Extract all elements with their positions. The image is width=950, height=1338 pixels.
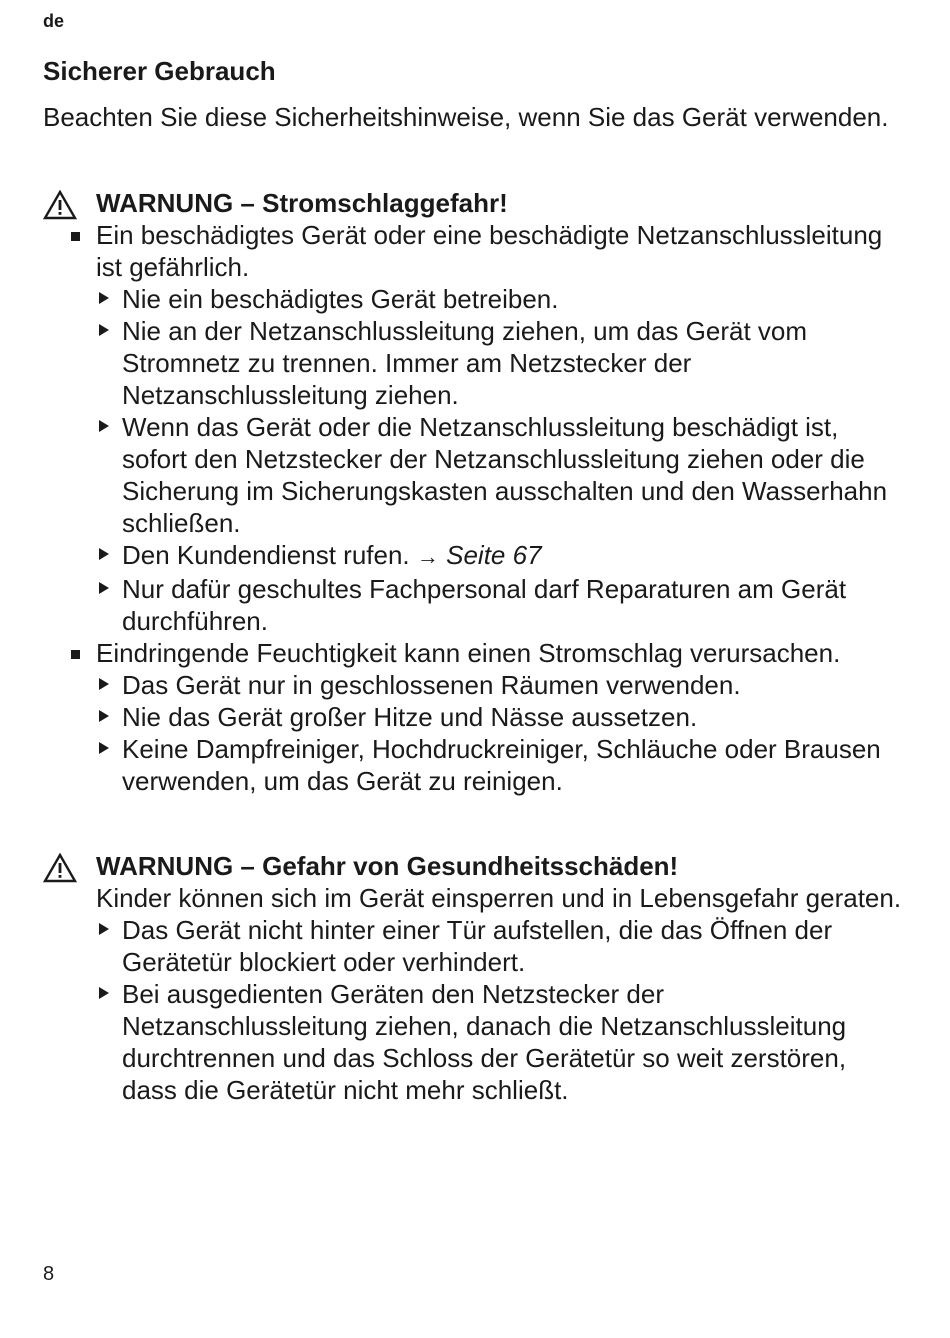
hazard-bullet: [43, 219, 903, 283]
page-number: 8: [43, 1263, 55, 1285]
step-text: Keine Dampfreiniger, Hochdruckreiniger, Schläuche oder Brausen verwenden, um das Gerät zu reinigen.: [122, 734, 881, 796]
action-step: [43, 539, 903, 573]
warning-triangle-icon: [43, 853, 77, 883]
action-step: [43, 733, 903, 797]
triangle-bullet-icon: [99, 710, 109, 722]
action-step: [43, 573, 903, 637]
step-text: Nie das Gerät großer Hitze und Nässe aussetzen.: [122, 702, 698, 732]
step-text: Nie ein beschädigtes Gerät betreiben.: [122, 284, 559, 314]
warning-electric-shock: [43, 187, 903, 797]
triangle-bullet-icon: [99, 324, 109, 336]
square-bullet-icon: [71, 232, 80, 241]
square-bullet-icon: [71, 650, 80, 659]
step-text: Nur dafür geschultes Fachpersonal darf Reparaturen am Gerät durchführen.: [122, 574, 847, 636]
warning-triangle-icon: [43, 190, 77, 220]
warning-title-text: WARNUNG – Gefahr von Gesundheitsschäden!: [96, 851, 679, 881]
hazard-text: Ein beschädigtes Gerät oder eine beschädigte Netzanschlussleitung ist gefährlich.: [96, 220, 883, 282]
action-step: [43, 283, 903, 315]
action-step: [43, 411, 903, 539]
step-text: Das Gerät nur in geschlossenen Räumen verwenden.: [122, 670, 741, 700]
triangle-bullet-icon: [99, 292, 109, 304]
section-intro: Beachten Sie diese Sicherheitshinweise, wenn Sie das Gerät verwenden.: [43, 102, 889, 132]
action-step: [43, 669, 903, 701]
step-text: Wenn das Gerät oder die Netzanschlussleitung beschädigt ist, sofort den Netzstecker der Netzanschlussleitung ziehen oder die Sicherung im Sicherungskasten ausschalten und den Wasserhahn schließen.: [122, 412, 888, 538]
page-reference-link[interactable]: Seite 67: [446, 540, 542, 570]
triangle-bullet-icon: [99, 582, 109, 594]
step-text: Das Gerät nicht hinter einer Tür aufstellen, die das Öffnen der Gerätetür blockiert oder verhindert.: [122, 915, 833, 977]
action-step: [43, 914, 903, 978]
warning-title-text: WARNUNG – Stromschlaggefahr!: [96, 188, 508, 218]
triangle-bullet-icon: [99, 548, 109, 560]
triangle-bullet-icon: [99, 678, 109, 690]
triangle-bullet-icon: [99, 923, 109, 935]
triangle-bullet-icon: [99, 742, 109, 754]
action-step: [43, 315, 903, 411]
hazard-bullet: [43, 637, 903, 669]
arrow-right-icon: →: [416, 544, 439, 569]
step-text: Den Kundendienst rufen.: [122, 540, 410, 570]
warning-title: [43, 187, 903, 219]
action-step: [43, 978, 903, 1106]
hazard-text: Kinder können sich im Gerät einsperren und in Lebensgefahr geraten.: [96, 883, 902, 913]
section-title: Sicherer Gebrauch: [43, 56, 276, 86]
triangle-bullet-icon: [99, 987, 109, 999]
triangle-bullet-icon: [99, 420, 109, 432]
hazard-text: Eindringende Feuchtigkeit kann einen Stromschlag verursachen.: [96, 638, 841, 668]
warning-title: [43, 850, 903, 882]
step-text: Bei ausgedienten Geräten den Netzstecker der Netzanschlussleitung ziehen, danach die Netzanschlussleitung durchtrennen und das Schloss der Gerätetür so weit zerstören, dass die Gerätetür nicht mehr schließt.: [122, 979, 847, 1105]
action-step: [43, 701, 903, 733]
step-text: Nie an der Netzanschlussleitung ziehen, um das Gerät vom Stromnetz zu trennen. Immer am Netzstecker der Netzanschlussleitung ziehen.: [122, 316, 808, 410]
language-code: de: [43, 11, 65, 31]
warning-health-hazard: [43, 850, 903, 1106]
